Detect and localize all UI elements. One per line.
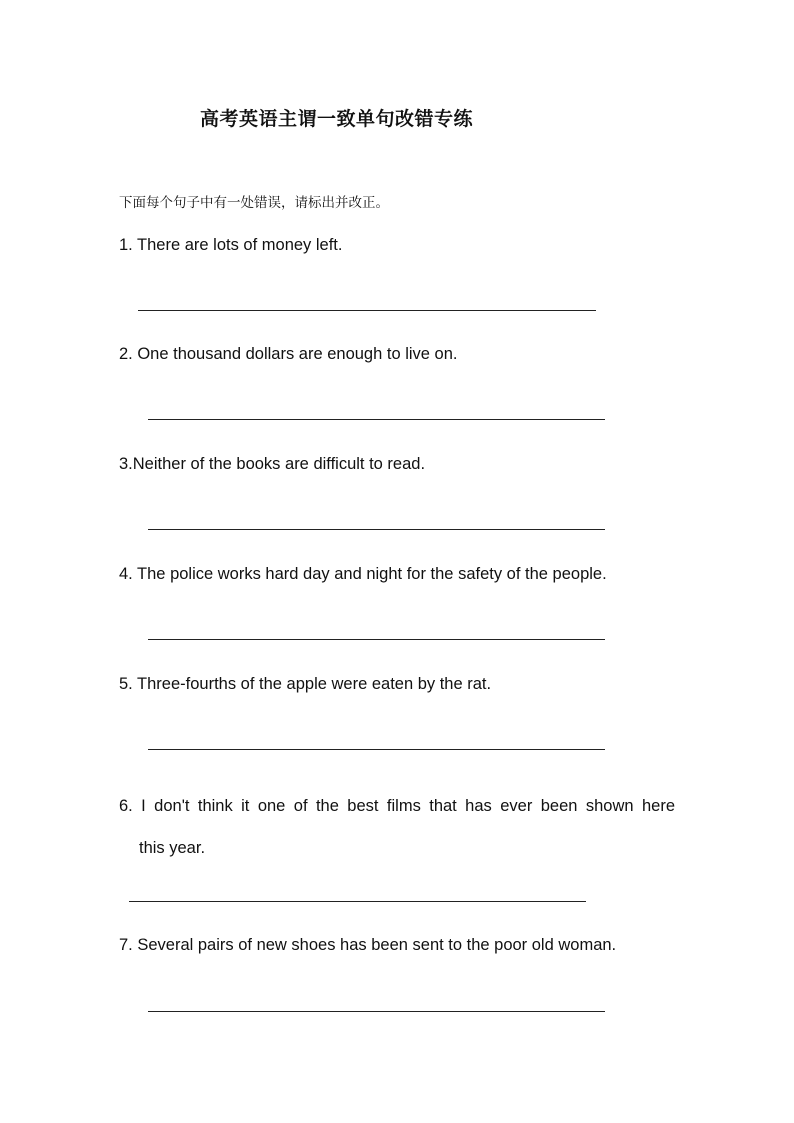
question-5: 5. Three-fourths of the apple were eaten by the rat. xyxy=(119,675,492,693)
answer-line-5[interactable] xyxy=(148,749,605,750)
answer-line-4[interactable] xyxy=(148,639,605,640)
question-6-line-2: this year. xyxy=(139,839,206,857)
answer-line-2[interactable] xyxy=(148,419,605,420)
question-6 xyxy=(119,785,675,869)
question-2: 2. One thousand dollars are enough to live on. xyxy=(119,345,458,363)
question-1: 1. There are lots of money left. xyxy=(119,236,343,254)
worksheet-title: 高考英语主谓一致单句改错专练 xyxy=(200,108,474,130)
question-3: 3.Neither of the books are difficult to read. xyxy=(119,455,426,473)
question-4: 4. The police works hard day and night for the safety of the people. xyxy=(119,565,607,583)
answer-line-6[interactable] xyxy=(129,901,586,902)
instruction-text: 下面每个句子中有一处错误，请标出并改正。 xyxy=(119,195,389,210)
answer-line-3[interactable] xyxy=(148,529,605,530)
answer-line-7[interactable] xyxy=(148,1011,605,1012)
answer-line-1[interactable] xyxy=(138,310,596,311)
question-6-line-1: 6. I don't think it one of the best films that has ever been shown here xyxy=(119,797,675,815)
question-7: 7. Several pairs of new shoes has been sent to the poor old woman. xyxy=(119,936,617,954)
